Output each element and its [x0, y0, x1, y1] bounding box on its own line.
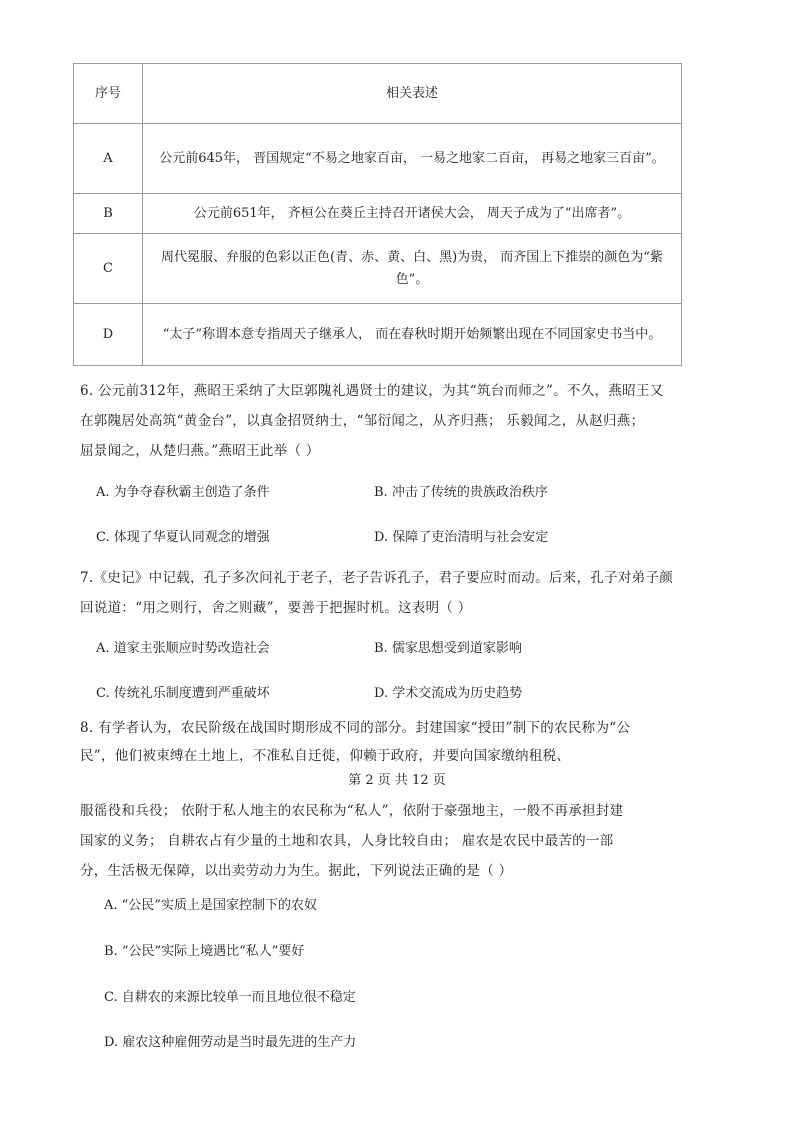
question-line: 6. 公元前312年，燕昭王采纳了大臣郭隗礼遇贤士的建议，为其“筑台而师之”。不久，燕昭王又 — [80, 383, 664, 399]
question-6-stem — [80, 376, 700, 466]
question-line: 分，生活极无保障，以出卖劳动力为生。据此，下列说法正确的是（ ） — [80, 863, 513, 879]
q8-option-b[interactable]: B. “公民”实际上境遇比“私人”要好 — [104, 944, 305, 959]
question-line: 7.《史记》中记载，孔子多次问礼于老子，老子告诉孔子，君子要应时而动。后来，孔子对弟子颜 — [80, 570, 674, 586]
question-line: 国家的义务； 自耕农占有少量的土地和农具，人身比较自由； 雇农是农民中最苦的一部 — [80, 833, 614, 849]
question-line: 服徭役和兵役； 依附于私人地主的农民称为“私人”，依附于豪强地主，一般不再承担封建 — [80, 803, 624, 819]
table-row — [74, 234, 682, 304]
table-row — [74, 304, 682, 366]
question-7-stem — [80, 563, 700, 623]
q6-option-d[interactable]: D. 保障了吏治清明与社会安定 — [374, 530, 549, 545]
question-line: 8. 有学者认为，农民阶级在战国时期形成不同的部分。封建国家“授田”制下的农民称为“公 — [80, 720, 631, 736]
q8-option-a[interactable]: A. “公民”实质上是国家控制下的农奴 — [104, 898, 317, 913]
q6-option-b[interactable]: B. 冲击了传统的贵族政治秩序 — [374, 485, 548, 500]
question-8-stem-part2 — [80, 796, 700, 886]
q6-option-c[interactable]: C. 体现了华夏认同观念的增强 — [96, 530, 270, 545]
row-key: A — [74, 124, 143, 194]
row-text: 周代冕服、弁服的色彩以正色(青、赤、黄、白、黑)为贵， 而齐国上下推崇的颜色为“紫色”。 — [143, 234, 682, 304]
question-line: 在郭隗居处高筑“黄金台”，以真金招贤纳士，“邹衍闻之，从齐归燕； 乐毅闻之，从赵归燕； — [80, 413, 645, 429]
question-line: 民”，他们被束缚在土地上，不准私自迁徙，仰赖于政府，并要向国家缴纳租税、 — [80, 748, 571, 764]
question-line: 屈景闻之，从楚归燕。”燕昭王此举（ ） — [80, 443, 320, 459]
q7-option-d[interactable]: D. 学术交流成为历史趋势 — [374, 686, 523, 701]
row-text: 公元前651年， 齐桓公在葵丘主持召开诸侯大会， 周天子成为了“出席者”。 — [143, 194, 682, 234]
q7-option-b[interactable]: B. 儒家思想受到道家影响 — [374, 641, 522, 656]
table-row — [74, 124, 682, 194]
table-header-row — [74, 64, 682, 124]
statements-table — [73, 63, 682, 366]
page-footer: 第 2 页 共 12 页 — [348, 773, 446, 788]
table-header-num: 序号 — [74, 64, 143, 124]
question-line: 回说道：“用之则行，舍之则藏”，要善于把握时机。这表明（ ） — [80, 600, 472, 616]
row-text: 公元前645年， 晋国规定“不易之地家百亩， 一易之地家二百亩， 再易之地家三百亩”。 — [143, 124, 682, 194]
question-8-stem-part1 — [80, 714, 700, 770]
q7-option-c[interactable]: C. 传统礼乐制度遭到严重破坏 — [96, 686, 270, 701]
row-key: C — [74, 234, 143, 304]
row-text: “太子”称谓本意专指周天子继承人， 而在春秋时期开始频繁出现在不同国家史书当中。 — [143, 304, 682, 366]
q8-option-c[interactable]: C. 自耕农的来源比较单一而且地位很不稳定 — [104, 990, 356, 1005]
q7-option-a[interactable]: A. 道家主张顺应时势改造社会 — [96, 641, 270, 656]
table-header-desc: 相关表述 — [143, 64, 682, 124]
q6-option-a[interactable]: A. 为争夺春秋霸主创造了条件 — [96, 485, 270, 500]
table-row — [74, 194, 682, 234]
q8-option-d[interactable]: D. 雇农这种雇佣劳动是当时最先进的生产力 — [104, 1035, 357, 1050]
row-key: D — [74, 304, 143, 366]
row-key: B — [74, 194, 143, 234]
